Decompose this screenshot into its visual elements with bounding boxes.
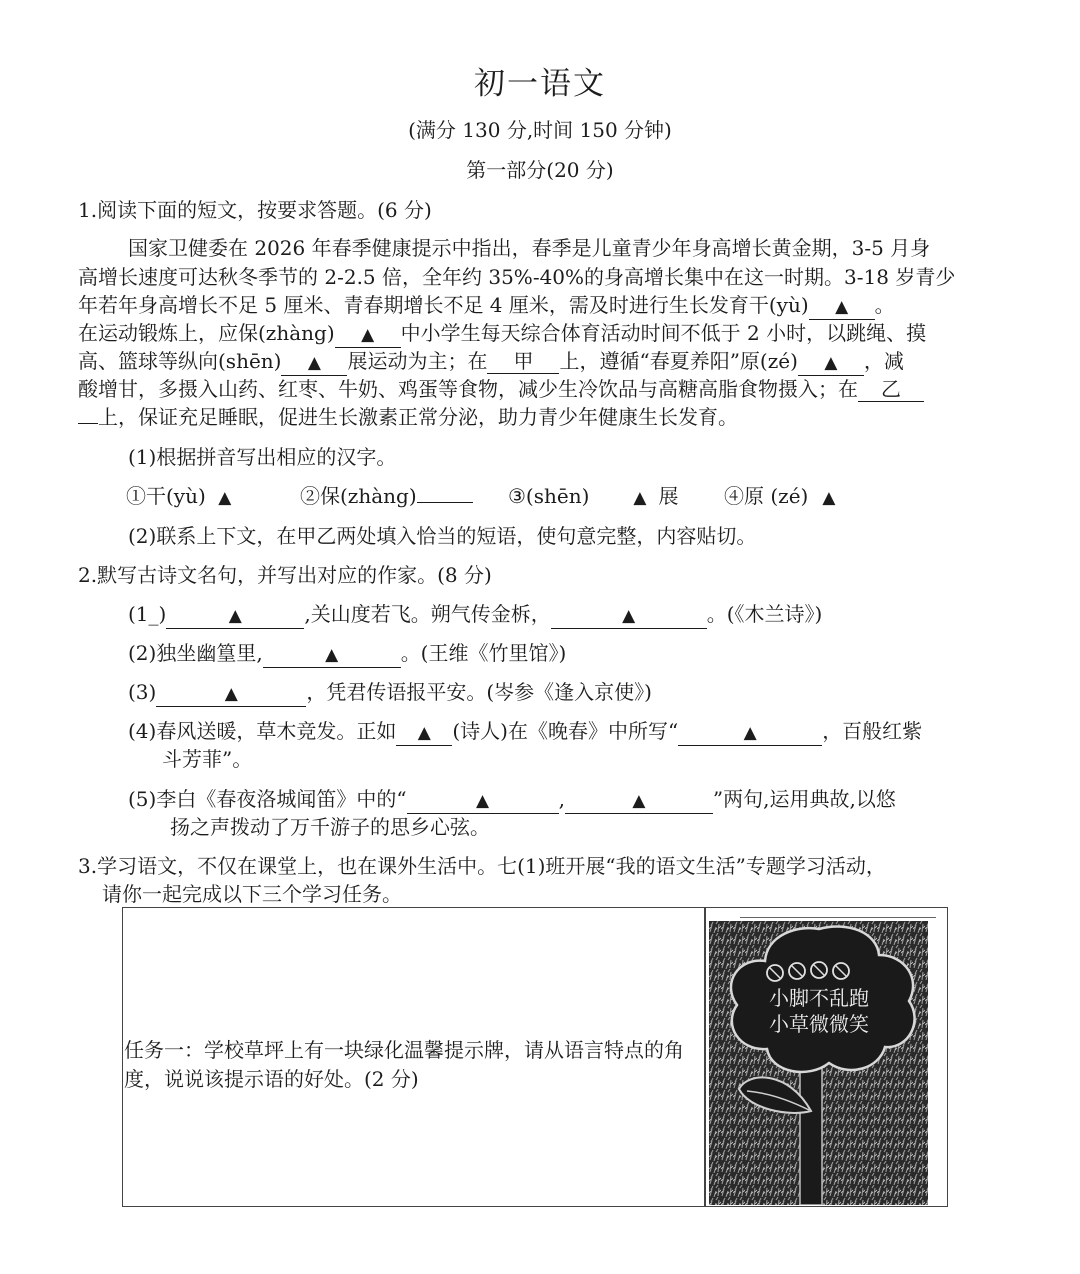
q1-passage-line: 上，保证充足睡眠，促进生长激素正常分泌，助力青少年健康生长发育。 [78,403,738,431]
q1-passage-line: 在运动锻炼上，应保(zhàng) ▲ 中小学生每天综合体育活动时间不低于 2 小时，以跳绳、摸 [78,319,926,348]
blank-poem-1a: ▲ [166,602,304,629]
task-1-text: 任务一：学校草坪上有一块绿化温馨提示牌，请从语言特点的角度，说说该提示语的好处。(2 分) [124,1038,684,1091]
part-heading: 第一部分(20 分) [466,158,614,182]
q2-line-5-cont: 扬之声拨动了万千游子的思乡心弦。 [170,815,490,839]
q1-options: ④原 (zé) ▲ [724,484,836,508]
q1-passage-line: 高增长速度可达秋冬季节的 2-2.5 倍，全年约 35%-40%的身高增长集中在这一时期。3-18 岁青少 [78,265,956,289]
blank-poem-5a: ▲ [407,787,559,814]
blank-poem-5b: ▲ [565,787,713,814]
sign-line-1: 小脚不乱跑 [769,986,869,1010]
blank-poem-2: ▲ [263,641,401,668]
blank-jia: 甲 [487,349,559,374]
q1-stem: 1.阅读下面的短文，按要求答题。(6 分) [78,198,432,222]
blank-yi: 乙 [858,377,924,402]
q3-stem-cont: 请你一起完成以下三个学习任务。 [102,882,402,906]
blank-ze: ▲ [798,349,864,376]
q2-stem: 2.默写古诗文名句，并写出对应的作家。(8 分) [78,563,492,587]
q2-line-4: (4)春风送暖，草木竞发。正如 ▲ (诗人)在《晚春》中所写“ ▲ ，百般红紫 [128,717,922,746]
blank-poet: ▲ [396,719,452,746]
blank-zhang: ▲ [335,321,401,348]
q1-sub2: (2)联系上下文，在甲乙两处填入恰当的短语，使句意完整，内容贴切。 [128,524,757,548]
lawn-sign-photo [709,921,928,1205]
table-top-line [740,917,936,918]
page-title: 初一语文 [474,66,606,102]
blank-poem-4: ▲ [678,719,822,746]
q1-passage-line: 年若年身高增长不足 5 厘米、青春期增长不足 4 厘米，需及时进行生长发育干(yù) ▲ 。 [78,291,895,320]
q1-passage-line: 高、篮球等纵向(shēn) ▲ 展运动为主；在 甲 上，遵循“春夏养阳”原(zé) ▲ ，减 [78,347,904,376]
sign-line-2: 小草微微笑 [769,1012,869,1036]
option-2-blank [417,502,473,503]
q1-options: ②保(zhàng) [300,482,473,510]
score-time-note: (满分 130 分,时间 150 分钟) [408,118,672,142]
q1-passage-line: 国家卫健委在 2026 年春季健康提示中指出，春季是儿童青少年身高增长黄金期，3-5 月身 [128,236,931,260]
option-1-blank: ▲ [218,488,232,508]
blank-poem-1b: ▲ [551,602,707,629]
blank-shen: ▲ [281,349,347,376]
q1-passage-line: 酸增甘，多摄入山药、红枣、牛奶、鸡蛋等食物，减少生冷饮品与高糖高脂食物摄入；在 乙 [78,375,924,403]
q2-line-1: (1_) ▲ ,关山度若飞。朔气传金柝， ▲ 。(《木兰诗》) [128,600,822,629]
q2-line-2: (2)独坐幽篁里, ▲ 。(王维《竹里馆》) [128,639,566,668]
q2-line-3: (3) ▲ ，凭君传语报平安。(岑参《逢入京使》) [128,678,652,707]
q3-stem: 3.学习语文，不仅在课堂上，也在课外生活中。七(1)班开展“我的语文生活”专题学习活动， [78,854,886,878]
blank-yu: ▲ [809,293,875,320]
q2-line-4-cont: 斗芳菲”。 [162,747,253,771]
blank-poem-3: ▲ [156,680,306,707]
q1-sub1: (1)根据拼音写出相应的汉字。 [128,445,397,469]
q1-options: ①干(yù) ▲ [126,482,244,510]
table-divider [704,907,706,1207]
q2-line-5: (5)李白《春夜洛城闻笛》中的“ ▲ , ▲ ”两句,运用典故,以悠 [128,785,896,814]
blank-yi-cont [78,423,98,424]
q1-options: ③(shēn) ▲ 展 [508,484,679,508]
